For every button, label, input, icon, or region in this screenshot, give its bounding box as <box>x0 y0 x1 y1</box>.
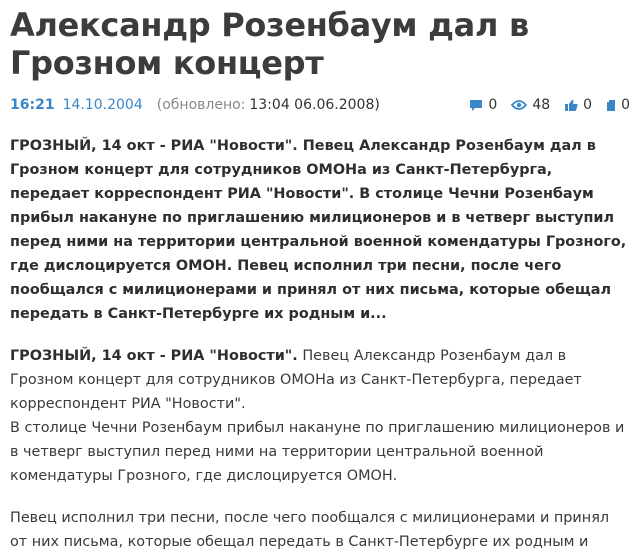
updated-label: (обновлено: <box>156 97 246 113</box>
share-icon <box>606 99 616 112</box>
comments-count: 0 <box>488 97 498 113</box>
body-dateline: ГРОЗНЫЙ, 14 окт - РИА "Новости". <box>10 348 298 364</box>
likes-count: 0 <box>583 97 593 113</box>
body-paragraph-text: Певец Александр Розенбаум дал в Грозном концерт для сотрудников ОМОНа из Санкт-Петербурга, передает корреспондент РИА "Новости". <box>10 348 582 412</box>
comments-stat[interactable] <box>469 97 497 113</box>
body-paragraph: Певец исполнил три песни, после чего пообщался с милиционерами и принял от них письма, которые обещал передать в Санкт-Петербурге их родным и <box>10 510 610 550</box>
article-lead: ГРОЗНЫЙ, 14 окт - РИА "Новости". Певец Александр Розенбаум дал в Грозном концерт для сотрудников ОМОНа из Санкт-Петербурга, передает корреспондент РИА "Новости". В столице Чечни Розенбаум прибыл накануне по приглашению милиционеров и в четверг выступил перед ними на территории центральной военной комендатуры Грозного, где дислоцируется ОМОН. Певец исполнил три песни, после чего пообщался с милиционерами и принял от них письма, которые обещал передать в Санкт-Петербурге их родным и... <box>10 138 627 322</box>
article-body <box>10 344 630 554</box>
comment-icon <box>469 99 483 111</box>
shares-count: 0 <box>621 97 630 113</box>
publish-time: 16:21 <box>10 97 55 113</box>
eye-icon <box>511 99 527 111</box>
publish-date[interactable]: 14.10.2004 <box>62 97 143 113</box>
views-count: 48 <box>532 97 551 113</box>
article-title: Александр Розенбаум дал в Грозном концерт <box>10 6 529 82</box>
likes-stat[interactable] <box>564 97 592 113</box>
article-stats <box>455 97 630 113</box>
article-meta <box>10 94 630 116</box>
shares-stat[interactable] <box>606 97 630 113</box>
thumbs-up-icon <box>564 99 578 112</box>
updated-value: 13:04 06.06.2008) <box>249 97 380 113</box>
views-stat <box>511 97 550 113</box>
body-paragraph <box>10 344 630 416</box>
body-paragraph: В столице Чечни Розенбаум прибыл накануне по приглашению милиционеров и в четверг выступил перед ними на территории центральной военной комендатуры Грозного, где дислоцируется ОМОН. <box>10 420 625 484</box>
